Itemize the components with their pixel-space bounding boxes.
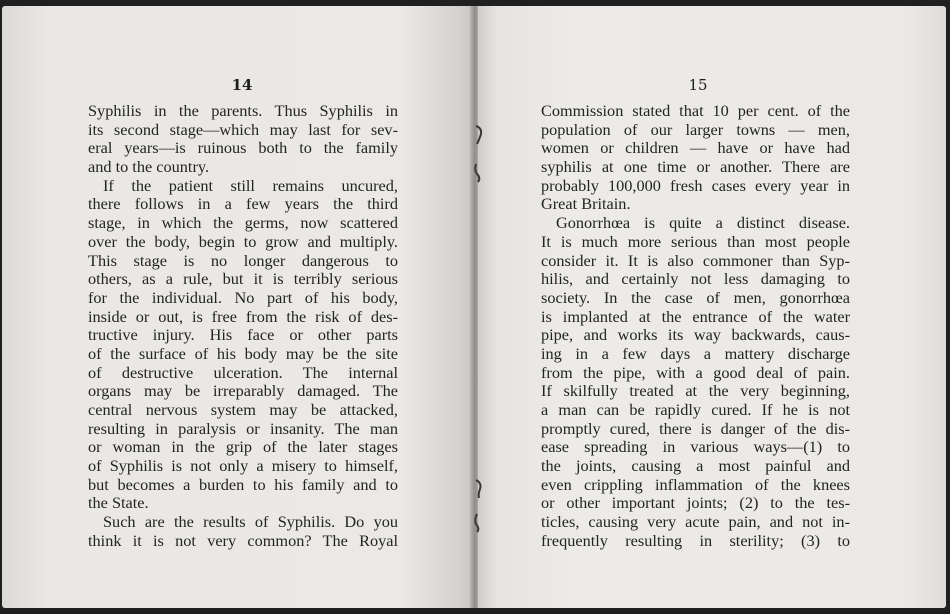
page-number: 15 (688, 76, 708, 94)
text-line: If the patient still remains uncured, (103, 176, 398, 195)
text-line: from the pipe, with a good deal of pain. (541, 363, 850, 382)
text-line: Great Britain. (541, 195, 631, 214)
binding-stitch-icon (473, 478, 485, 500)
text-line: but becomes a burden to his family and to (88, 475, 398, 494)
text-line: even crippling inflammation of the knees (541, 475, 850, 494)
text-line: eral years—is ruinous both to the family (88, 139, 398, 158)
page-number: 14 (231, 76, 253, 94)
text-line: women or children — have or have had (541, 139, 850, 158)
text-line: of Syphilis is not only a misery to himself, (88, 457, 398, 476)
text-line: central nervous system may be attacked, (88, 401, 398, 419)
text-line: Such are the results of Syphilis. Do you (103, 513, 398, 532)
text-line: Gonorrhœa is quite a distinct disease. (556, 214, 850, 233)
text-line: and to the country. (88, 158, 210, 177)
text-line: hilis, and certainly not less damaging to (541, 270, 850, 289)
text-line: resulting in paralysis or insanity. The man (88, 419, 398, 438)
text-line: probably 100,000 fresh cases every year in (541, 176, 850, 195)
text-line: consider it. It is also commoner than Syp- (541, 251, 850, 270)
text-line: This stage is no longer dangerous to (88, 251, 398, 270)
text-line: Syphilis in the parents. Thus Syphilis in (88, 102, 398, 120)
text-line: others, as a rule, but it is terribly serious (88, 270, 398, 289)
text-line: If skilfully treated at the very beginning, (541, 382, 850, 401)
text-line: or woman in the grip of the later stages (88, 438, 398, 457)
text-line: of the surface of his body may be the site (88, 344, 398, 363)
text-line: its second stage—which may last for sev- (88, 120, 398, 139)
page-body-text (541, 102, 850, 551)
text-line: for the individual. No part of his body, (88, 288, 398, 307)
text-line: there follows in a few years the third (88, 195, 398, 214)
text-line: stage, in which the germs, now scattered (88, 214, 398, 233)
binding-stitch-icon (473, 124, 485, 146)
text-line: Commission stated that 10 per cent. of the (541, 102, 850, 120)
text-line: the joints, causing a most painful and (541, 457, 850, 476)
page-body-text (88, 102, 398, 551)
text-line: over the body, begin to grow and multiply. (88, 232, 398, 251)
text-line: is implanted at the entrance of the water (541, 307, 850, 326)
text-line: pipe, and works its way backwards, caus- (541, 326, 850, 345)
text-line: think it is not very common? The Royal (88, 531, 398, 550)
text-line: ease spreading in various ways—(1) to (541, 438, 850, 457)
text-line: a man can be rapidly cured. If he is not (541, 401, 850, 419)
text-line: the State. (88, 494, 149, 513)
text-line: frequently resulting in sterility; (3) to (541, 531, 850, 550)
text-line: tructive injury. His face or other parts (88, 326, 398, 345)
text-line: ticles, causing very acute pain, and not in- (541, 513, 850, 532)
binding-stitch-icon (471, 162, 483, 184)
text-line: inside or out, is free from the risk of des- (88, 307, 398, 326)
text-line: ing in a few days a mattery discharge (541, 344, 850, 363)
binding-stitch-icon (471, 512, 483, 534)
text-line: of destructive ulceration. The internal (88, 363, 398, 382)
text-line: organs may be irreparably damaged. The (88, 382, 398, 401)
right-page (478, 6, 946, 608)
text-line: promptly cured, there is danger of the dis- (541, 419, 850, 438)
text-line: or other important joints; (2) to the tes- (541, 494, 850, 513)
text-line: society. In the case of men, gonorrhœa (541, 288, 850, 307)
text-line: It is much more serious than most people (541, 232, 850, 251)
left-page (2, 6, 472, 608)
text-line: population of our larger towns — men, (541, 120, 850, 139)
text-line: syphilis at one time or another. There are (541, 158, 850, 177)
